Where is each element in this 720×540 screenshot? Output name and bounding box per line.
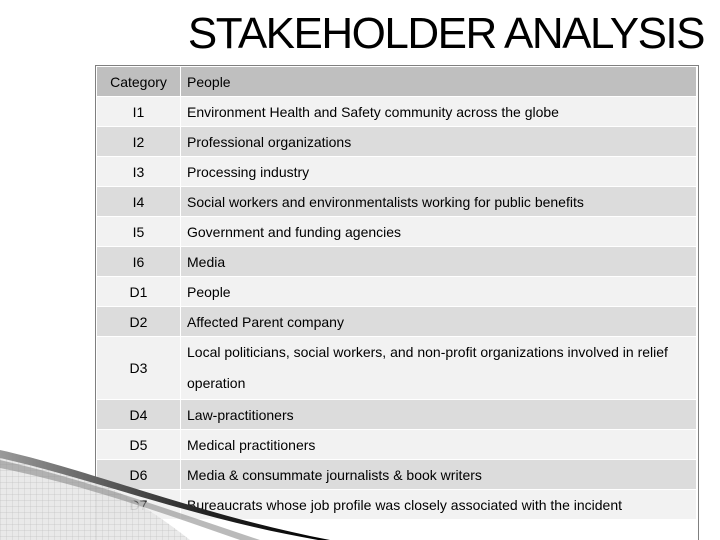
people-cell: Law-practitioners bbox=[181, 400, 697, 430]
category-cell: D4 bbox=[97, 400, 181, 430]
people-cell: Processing industry bbox=[181, 157, 697, 187]
people-cell: Environment Health and Safety community across the globe bbox=[181, 97, 697, 127]
category-cell: D1 bbox=[97, 277, 181, 307]
table-row bbox=[97, 277, 697, 307]
category-cell: D3 bbox=[97, 337, 181, 400]
table-header-row bbox=[97, 67, 697, 97]
table-row bbox=[97, 217, 697, 247]
slide-title: STAKEHOLDER ANALYSIS bbox=[187, 9, 704, 58]
people-cell: Professional organizations bbox=[181, 127, 697, 157]
category-cell: D5 bbox=[97, 430, 181, 460]
category-cell: I6 bbox=[97, 247, 181, 277]
people-cell: Media bbox=[181, 247, 697, 277]
people-cell: Bureaucrats whose job profile was closely associated with the incident bbox=[181, 490, 697, 520]
table-row bbox=[97, 127, 697, 157]
people-cell: Medical practitioners bbox=[181, 430, 697, 460]
category-cell: I4 bbox=[97, 187, 181, 217]
category-cell: D6 bbox=[97, 460, 181, 490]
category-cell: I5 bbox=[97, 217, 181, 247]
table-row bbox=[97, 157, 697, 187]
category-cell: I1 bbox=[97, 97, 181, 127]
people-cell: Media & consummate journalists & book writers bbox=[181, 460, 697, 490]
page-curl-swoosh-icon bbox=[0, 440, 340, 540]
table-row bbox=[97, 307, 697, 337]
table-row bbox=[97, 400, 697, 430]
people-cell: People bbox=[181, 277, 697, 307]
category-cell: I2 bbox=[97, 127, 181, 157]
table-row bbox=[97, 187, 697, 217]
category-cell: D2 bbox=[97, 307, 181, 337]
people-cell: Government and funding agencies bbox=[181, 217, 697, 247]
people-cell: Affected Parent company bbox=[181, 307, 697, 337]
category-cell: I3 bbox=[97, 157, 181, 187]
table-row bbox=[97, 247, 697, 277]
people-cell: Local politicians, social workers, and non-profit organizations involved in relief operation bbox=[181, 337, 697, 400]
header-people: People bbox=[181, 67, 697, 97]
header-category: Category bbox=[97, 67, 181, 97]
table-row bbox=[97, 97, 697, 127]
table-row bbox=[97, 337, 697, 400]
people-cell: Social workers and environmentalists working for public benefits bbox=[181, 187, 697, 217]
